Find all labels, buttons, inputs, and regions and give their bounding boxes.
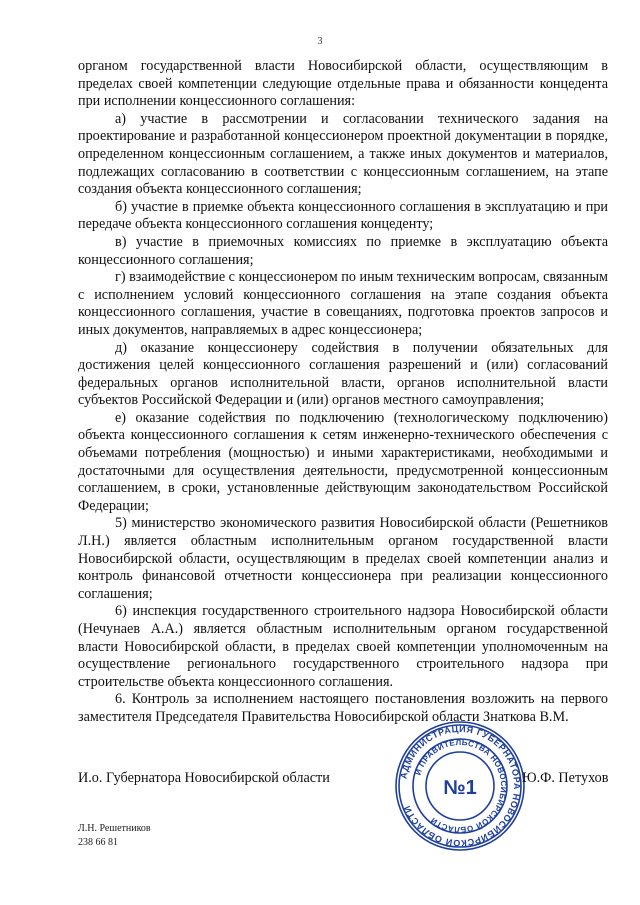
paragraph-item-e: е) оказание содействия по подключению (технологическому подключению) объекта концессионного соглашения к сетям инженерно-технического обеспечения с объемами потребления (мощностью) и иными характеристиками, необходимыми и достаточными для осуществления деятельности, предусмотренной концессионным соглашением, в сроки, установленные действующим законодательством Российской Федерации; <box>78 409 608 514</box>
footer <box>78 822 151 850</box>
paragraph-intro: органом государственной власти Новосибирской области, осуществляющим в пределах своей компетенции следующие отдельные права и обязанности концедента при исполнении концессионного соглашения: <box>78 58 608 110</box>
page-number: 3 <box>317 36 323 47</box>
paragraph-item-5: 5) министерство экономического развития Новосибирской области (Решетников Л.Н.) является областным исполнительным органом государственной власти Новосибирской области, осуществляющим в пределах своей компетенции анализ и контроль финансовой отчетности концессионера при реализации концессионного соглашения; <box>78 515 608 602</box>
author-phone: 238 66 81 <box>78 837 118 848</box>
signatory-name: Ю.Ф. Петухов <box>522 770 609 786</box>
document-body <box>78 58 608 727</box>
paragraph-item-g: г) взаимодействие с концессионером по иным техническим вопросам, связанным с исполнением условий концессионного соглашения на этапе создания объекта концессионного соглашения, участие в совещаниях, подготовка проектов запросов и иных документов, направляемых в адрес концессионера; <box>78 269 609 338</box>
paragraph-item-b: б) участие в приемке объекта концессионного соглашения в эксплуатацию и при передаче объекта концессионного соглашения концеденту; <box>78 198 608 233</box>
stamp-number: №1 <box>443 777 477 799</box>
stamp-inner-text: И ПРАВИТЕЛЬСТВА НОВОСИБИРСКОЙ ОБЛАСТИ <box>413 737 509 835</box>
paragraph-item-a: а) участие в рассмотрении и согласовании технического задания на проектирование и разработанной концессионером проектной документации в порядке, определенном концессионным соглашением, а также иных документов и материалов, подлежащих согласованию в соответствии с концессионным соглашением, на этапе создания объекта концессионного соглашения; <box>78 110 608 198</box>
author-name: Л.Н. Решетников <box>78 823 151 834</box>
paragraph-item-6: 6) инспекция государственного строительного надзора Новосибирской области (Нечунаев А.А.) является областным исполнительным органом государственной власти Новосибирской области, в пределах своей компетенции уполномоченным на осуществление регионального государственного строительного надзора при строительстве объекта концессионного соглашения. <box>78 603 608 690</box>
official-seal-stamp <box>394 720 526 852</box>
paragraph-control: 6. Контроль за исполнением настоящего постановления возложить на первого заместителя Председателя Правительства Новосибирской области Знаткова В.М. <box>78 691 608 725</box>
stamp-outer-text: АДМИНИСТРАЦИЯ ГУБЕРНАТОРА НОВОСИБИРСКОЙ ОБЛАСТИ <box>398 723 523 849</box>
paragraph-item-d: д) оказание концессионеру содействия в получении обязательных для достижения целей концессионного соглашения разрешений и (или) согласований федеральных органов исполнительной власти, органов исполнительной власти субъектов Российской Федерации и (или) органов местного самоуправления; <box>78 339 608 409</box>
paragraph-item-v: в) участие в приемочных комиссиях по приемке в эксплуатацию объекта концессионного соглашения; <box>78 233 608 268</box>
signatory-position: И.о. Губернатора Новосибирской области <box>78 770 330 786</box>
